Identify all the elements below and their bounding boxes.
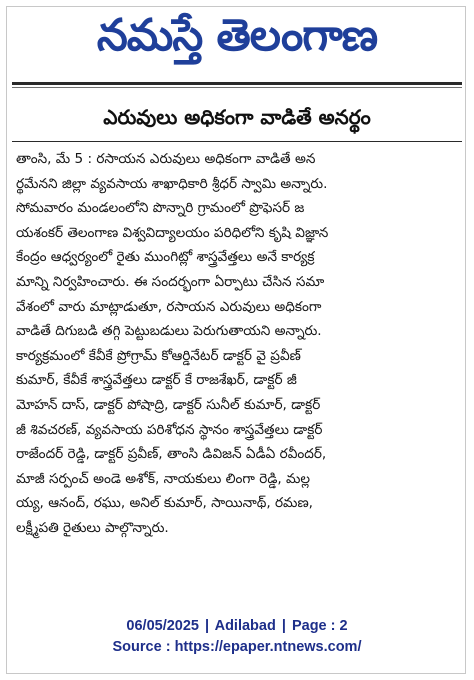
article-line: సోమవారం మండలంలోని పొన్నారి గ్రామంలో ప్రొఫెసర్ జ xyxy=(16,200,305,217)
article-line: మోహన్ దాస్, డాక్టర్ పోషాద్రి, డాక్టర్ సునీల్ కుమార్, డాక్టర్ xyxy=(16,396,321,413)
footer-source-link[interactable]: https://epaper.ntnews.com/ xyxy=(174,639,362,655)
article-line: వాడితే దిగుబడి తగ్గి పెట్టుబడులు పెరుగుతాయని అన్నారు. xyxy=(16,323,322,340)
article-headline: ఎరువులు అధికంగా వాడితే అనర్థం xyxy=(103,105,371,129)
headline-rule xyxy=(12,141,462,142)
article-line: మాజీ సర్పంచ్ అండె అశోక్, నాయకులు లింగా రెడ్డి, మల్ల xyxy=(16,470,311,487)
article-line: యశంకర్ తెలంగాణ విశ్వవిద్యాలయం పరిధిలోని కృషి విజ్ఞాన xyxy=(16,224,329,241)
footer-meta xyxy=(0,616,474,637)
newspaper-masthead: నమస్తే తెలంగాణ xyxy=(96,10,378,61)
footer-edition: Adilabad xyxy=(214,618,276,634)
footer-source-label: Source : xyxy=(112,639,171,655)
footer-separator: | xyxy=(281,618,286,634)
article-line: లక్ష్మీపతి రైతులు పాల్గొన్నారు. xyxy=(16,519,169,536)
clipping-footer xyxy=(0,616,474,658)
article-line: జీ శివచరణ్, వ్యవసాయ పరిశోధన స్థానం శాస్త్రవేత్తలు డాక్టర్ xyxy=(16,421,323,438)
article-line: య్య, ఆనంద్, రఘు, అనిల్ కుమార్, సాయినాథ్, రమణ, xyxy=(16,495,313,512)
article-line: కేంద్రం ఆధ్వర్యంలో రైతు ముంగిట్లో శాస్త్రవేత్తలు అనే కార్యక్ర xyxy=(16,249,315,266)
article-line: రాజేందర్ రెడ్డి, డాక్టర్ ప్రవీణ్, తాంసి డివిజన్ ఏడీఏ రవీందర్, xyxy=(16,446,327,463)
footer-separator: | xyxy=(205,618,210,634)
masthead-rule-thin xyxy=(12,87,462,88)
article-line: ర్థమేనని జిల్లా వ్యవసాయ శాఖాధికారి శ్రీధర్ స్వామి అన్నారు. xyxy=(16,175,328,192)
article-body xyxy=(16,147,458,541)
article-line: కార్యక్రమంలో కేవీకే ప్రోగ్రామ్ కోఆర్డినేటర్ డాక్టర్ వై ప్రవీణ్ xyxy=(16,347,301,364)
footer-source xyxy=(0,637,474,658)
article-line: కుమార్, కేవీకే శాస్త్రవేత్తలు డాక్టర్ కే రాజశేఖర్, డాక్టర్ జీ xyxy=(16,372,297,389)
masthead-rule xyxy=(12,82,462,85)
footer-date: 06/05/2025 xyxy=(126,618,199,634)
footer-page: Page : 2 xyxy=(291,618,348,634)
article-line: వేశంలో వారు మాట్లాడుతూ, రసాయన ఎరువులు అధికంగా xyxy=(16,298,322,315)
article-line: తాంసి, మే 5 : రసాయన ఎరువులు అధికంగా వాడితే అన xyxy=(16,151,316,167)
article-line: మాన్ని నిర్వహించారు. ఈ సందర్భంగా ఏర్పాటు చేసిన సమా xyxy=(16,273,325,290)
